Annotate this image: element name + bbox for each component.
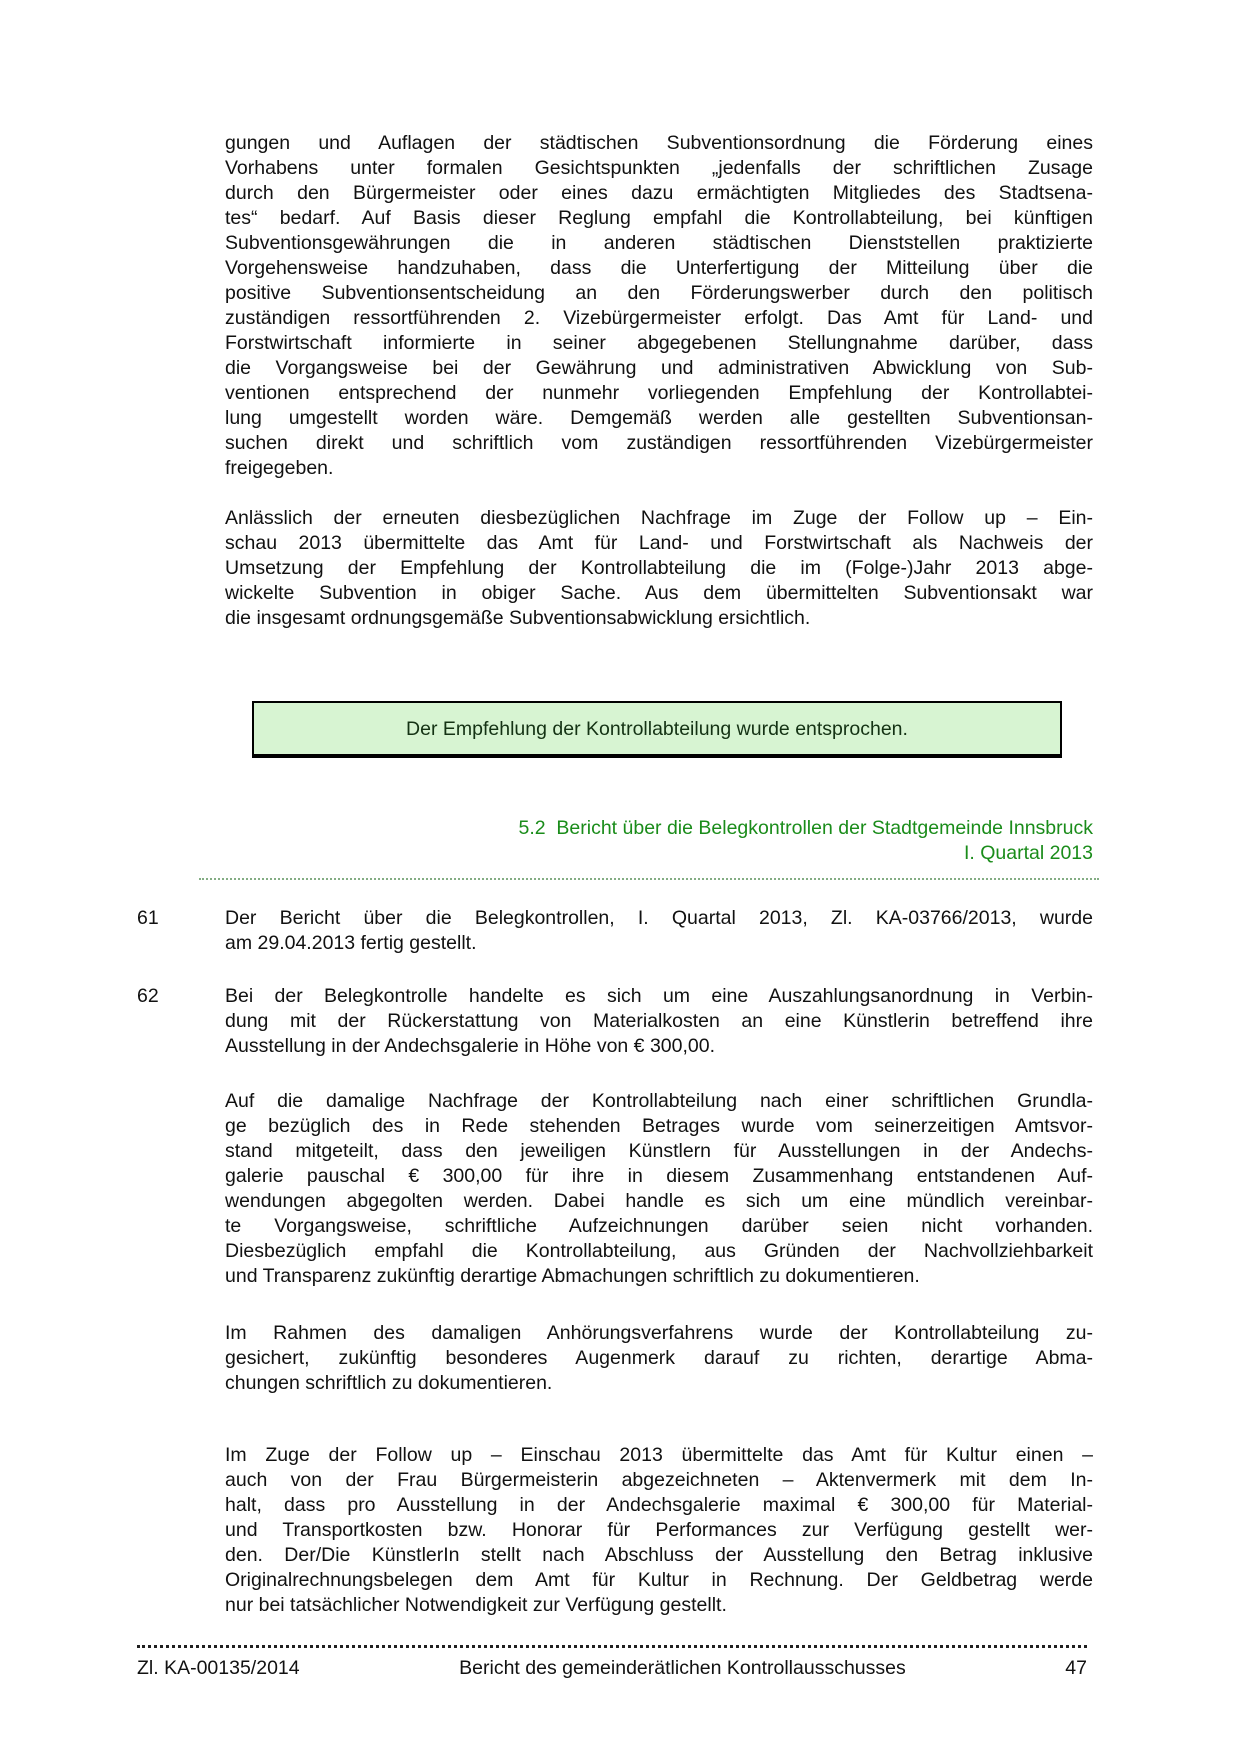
text-line: den. Der/Die KünstlerIn stellt nach Abschluss der Ausstellung den Betrag inklusive <box>225 1544 1093 1566</box>
content-area <box>137 131 1093 1618</box>
text-line: Ausstellung in der Andechsgalerie in Höhe von € 300,00. <box>225 1035 716 1057</box>
text-line: Vorgehensweise handzuhaben, dass die Unterfertigung der Mitteilung über die <box>225 257 1093 279</box>
paragraph-number: 61 <box>137 907 159 929</box>
paragraph-number: 62 <box>137 985 159 1007</box>
text-line: die Vorgangsweise bei der Gewährung und administrativen Abwicklung von Sub- <box>225 357 1093 379</box>
footer-title: Bericht des gemeinderätlichen Kontrollausschusses <box>459 1657 906 1679</box>
text-line: Auf die damalige Nachfrage der Kontrollabteilung nach einer schriftlichen Grundla- <box>225 1090 1093 1112</box>
text-line: am 29.04.2013 fertig gestellt. <box>225 932 477 954</box>
text-line: durch den Bürgermeister oder eines dazu ermächtigten Mitgliedes des Stadtsena- <box>225 182 1093 204</box>
footer-row <box>137 1656 1087 1680</box>
text-line: wickelte Subvention in obiger Sache. Aus dem übermittelten Subventionsakt war <box>225 582 1093 604</box>
text-line: nur bei tatsächlicher Notwendigkeit zur Verfügung gestellt. <box>225 1594 727 1616</box>
text-line: wendungen abgegolten werden. Dabei handle es sich um eine mündlich vereinbar- <box>225 1190 1093 1212</box>
text-line: und Transportkosten bzw. Honorar für Performances zur Verfügung gestellt wer- <box>225 1519 1093 1541</box>
body-paragraph <box>225 506 1093 631</box>
text-line: die insgesamt ordnungsgemäße Subventionsabwicklung ersichtlich. <box>225 607 811 629</box>
text-line: gungen und Auflagen der städtischen Subventionsordnung die Förderung eines <box>225 132 1093 154</box>
text-line: gesichert, zukünftig besonderes Augenmerk darauf zu richten, derartige Abma- <box>225 1347 1093 1369</box>
page-footer <box>137 1645 1087 1680</box>
text-line: ventionen entsprechend der nunmehr vorliegenden Empfehlung der Kontrollabtei- <box>225 382 1093 404</box>
section-heading-line: 5.2 Bericht über die Belegkontrollen der Stadtgemeinde Innsbruck <box>518 817 1093 839</box>
text-line: auch von der Frau Bürgermeisterin abgezeichneten – Aktenvermerk mit dem In- <box>225 1469 1093 1491</box>
text-line: Originalrechnungsbelegen dem Amt für Kultur in Rechnung. Der Geldbetrag werde <box>225 1569 1093 1591</box>
text-line: Forstwirtschaft informierte in seiner abgegebenen Stellungnahme darüber, dass <box>225 332 1093 354</box>
text-line: halt, dass pro Ausstellung in der Andechsgalerie maximal € 300,00 für Material- <box>225 1494 1093 1516</box>
text-line: Vorhabens unter formalen Gesichtspunkten „jedenfalls der schriftlichen Zusage <box>225 157 1093 179</box>
heading-divider <box>199 878 1099 880</box>
text-line: zuständigen ressortführenden 2. Vizebürgermeister erfolgt. Das Amt für Land- und <box>225 307 1093 329</box>
recommendation-text: Der Empfehlung der Kontrollabteilung wurde entsprochen. <box>406 718 908 740</box>
text-line: Der Bericht über die Belegkontrollen, I. Quartal 2013, Zl. KA-03766/2013, wurde <box>225 907 1093 929</box>
text-line: Im Zuge der Follow up – Einschau 2013 übermittelte das Amt für Kultur einen – <box>225 1444 1093 1466</box>
footer-page-number: 47 <box>1065 1657 1087 1679</box>
footer-dotted-line <box>137 1645 1087 1648</box>
text-line: Diesbezüglich empfahl die Kontrollabteilung, aus Gründen der Nachvollziehbarkeit <box>225 1240 1093 1262</box>
text-line: Subventionsgewährungen die in anderen städtischen Dienststellen praktizierte <box>225 232 1093 254</box>
text-line: galerie pauschal € 300,00 für ihre in diesem Zusammenhang entstandenen Auf- <box>225 1165 1093 1187</box>
section-heading-line: I. Quartal 2013 <box>964 842 1093 864</box>
body-paragraph <box>225 1321 1093 1396</box>
text-line: Anlässlich der erneuten diesbezüglichen Nachfrage im Zuge der Follow up – Ein- <box>225 507 1093 529</box>
text-line: schau 2013 übermittelte das Amt für Land- und Forstwirtschaft als Nachweis der <box>225 532 1093 554</box>
numbered-paragraph <box>137 906 1093 956</box>
text-line: chungen schriftlich zu dokumentieren. <box>225 1372 553 1394</box>
text-line: tes“ bedarf. Auf Basis dieser Reglung empfahl die Kontrollabteilung, bei künftigen <box>225 207 1093 229</box>
text-line: lung umgestellt worden wäre. Demgemäß werden alle gestellten Subventionsan- <box>225 407 1093 429</box>
text-line: ge bezüglich des in Rede stehenden Betrages wurde vom seinerzeitigen Amtsvor- <box>225 1115 1093 1137</box>
text-line: freigegeben. <box>225 457 334 479</box>
section-heading <box>225 816 1093 866</box>
text-line: te Vorgangsweise, schriftliche Aufzeichnungen darüber seien nicht vorhanden. <box>225 1215 1093 1237</box>
body-paragraph <box>225 131 1093 481</box>
text-line: suchen direkt und schriftlich vom zuständigen ressortführenden Vizebürgermeister <box>225 432 1093 454</box>
text-line: stand mitgeteilt, dass den jeweiligen Künstlern für Ausstellungen in der Andechs- <box>225 1140 1093 1162</box>
footer-reference: Zl. KA-00135/2014 <box>137 1657 300 1679</box>
text-line: Umsetzung der Empfehlung der Kontrollabteilung die im (Folge-)Jahr 2013 abge- <box>225 557 1093 579</box>
recommendation-box <box>252 701 1062 758</box>
numbered-paragraph <box>137 984 1093 1059</box>
text-line: dung mit der Rückerstattung von Materialkosten an eine Künstlerin betreffend ihre <box>225 1010 1093 1032</box>
text-line: Im Rahmen des damaligen Anhörungsverfahrens wurde der Kontrollabteilung zu- <box>225 1322 1093 1344</box>
text-line: positive Subventionsentscheidung an den Förderungswerber durch den politisch <box>225 282 1093 304</box>
body-paragraph <box>225 1443 1093 1618</box>
text-line: Bei der Belegkontrolle handelte es sich um eine Auszahlungsanordnung in Verbin- <box>225 985 1093 1007</box>
text-line: und Transparenz zukünftig derartige Abmachungen schriftlich zu dokumentieren. <box>225 1265 920 1287</box>
body-paragraph <box>225 1089 1093 1289</box>
